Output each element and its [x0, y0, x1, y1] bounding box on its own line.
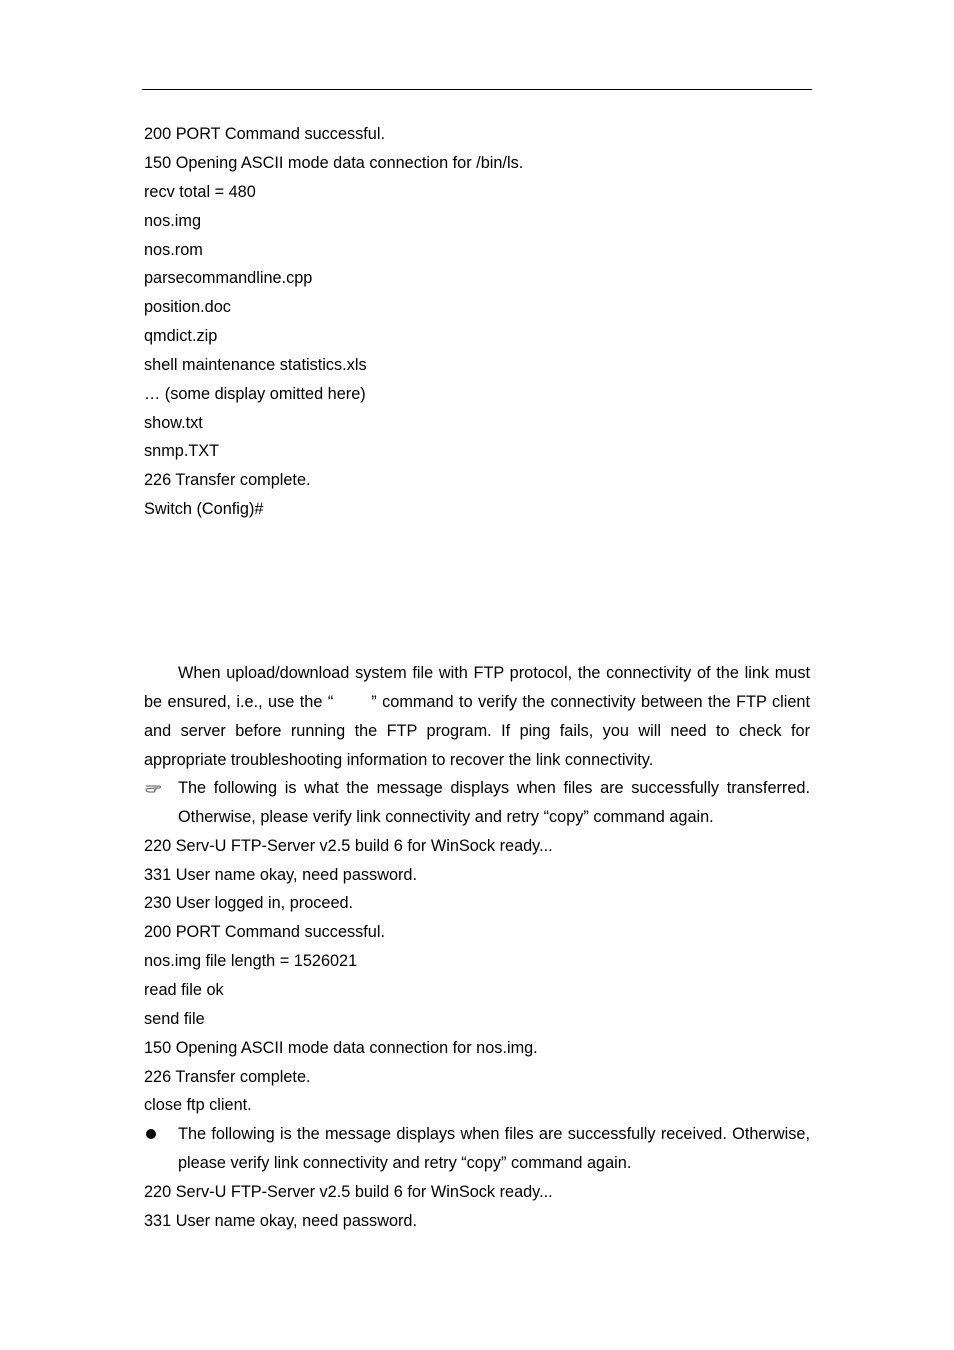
listing-line: shell maintenance statistics.xls — [144, 356, 367, 374]
listing-line: show.txt — [144, 414, 203, 432]
log-line: 200 PORT Command successful. — [144, 923, 386, 941]
listing-line: qmdict.zip — [144, 327, 218, 345]
log-line: 226 Transfer complete. — [144, 1068, 311, 1086]
note-paragraph — [144, 659, 810, 775]
listing-line: 200 PORT Command successful. — [144, 125, 386, 143]
bullet-received-text: The following is the message displays when files are successfully received. Otherwise, please verify link connectivity and retry “copy” command again. — [178, 1125, 810, 1172]
log-line: 220 Serv-U FTP-Server v2.5 build 6 for WinSock ready... — [144, 1183, 553, 1201]
listing-line: … (some display omitted here) — [144, 385, 366, 403]
pointing-hand-icon — [145, 782, 161, 794]
prompt-line: Switch (Config)# — [144, 500, 264, 518]
log-line: 220 Serv-U FTP-Server v2.5 build 6 for WinSock ready... — [144, 837, 553, 855]
log-line: close ftp client. — [144, 1096, 252, 1114]
note-text-before: When upload/download system file with FTP protocol, the connectivity of the link must be ensured, i.e., use the “ — [144, 664, 810, 711]
log-line: read file ok — [144, 981, 224, 999]
listing-line: nos.img — [144, 212, 202, 230]
log-line: nos.img file length = 1526021 — [144, 952, 358, 970]
log-line: send file — [144, 1010, 205, 1028]
header-rule — [142, 89, 812, 90]
log-line: 331 User name okay, need password. — [144, 1212, 418, 1230]
listing-line: nos.rom — [144, 241, 203, 259]
log-line: 230 User logged in, proceed. — [144, 894, 354, 912]
listing-line: parsecommandline.cpp — [144, 269, 313, 287]
log-line: 150 Opening ASCII mode data connection for nos.img. — [144, 1039, 538, 1057]
listing-line: 226 Transfer complete. — [144, 471, 311, 489]
note-text-after: ” command to verify the connectivity between the FTP client and server before running the FTP program. If ping fails, you will need to check for appropriate troubleshooting information to recover the link connectivity. — [144, 692, 810, 769]
listing-line: snmp.TXT — [144, 442, 220, 460]
log-line: 331 User name okay, need password. — [144, 866, 418, 884]
bullet-transferred-text: The following is what the message displays when files are successfully transferred. Otherwise, please verify link connectivity and retry “copy” command again. — [178, 779, 810, 826]
listing-line: 150 Opening ASCII mode data connection for /bin/ls. — [144, 154, 524, 172]
bullet-dot-icon — [146, 1129, 156, 1139]
listing-line: position.doc — [144, 298, 231, 316]
listing-line: recv total = 480 — [144, 183, 256, 201]
